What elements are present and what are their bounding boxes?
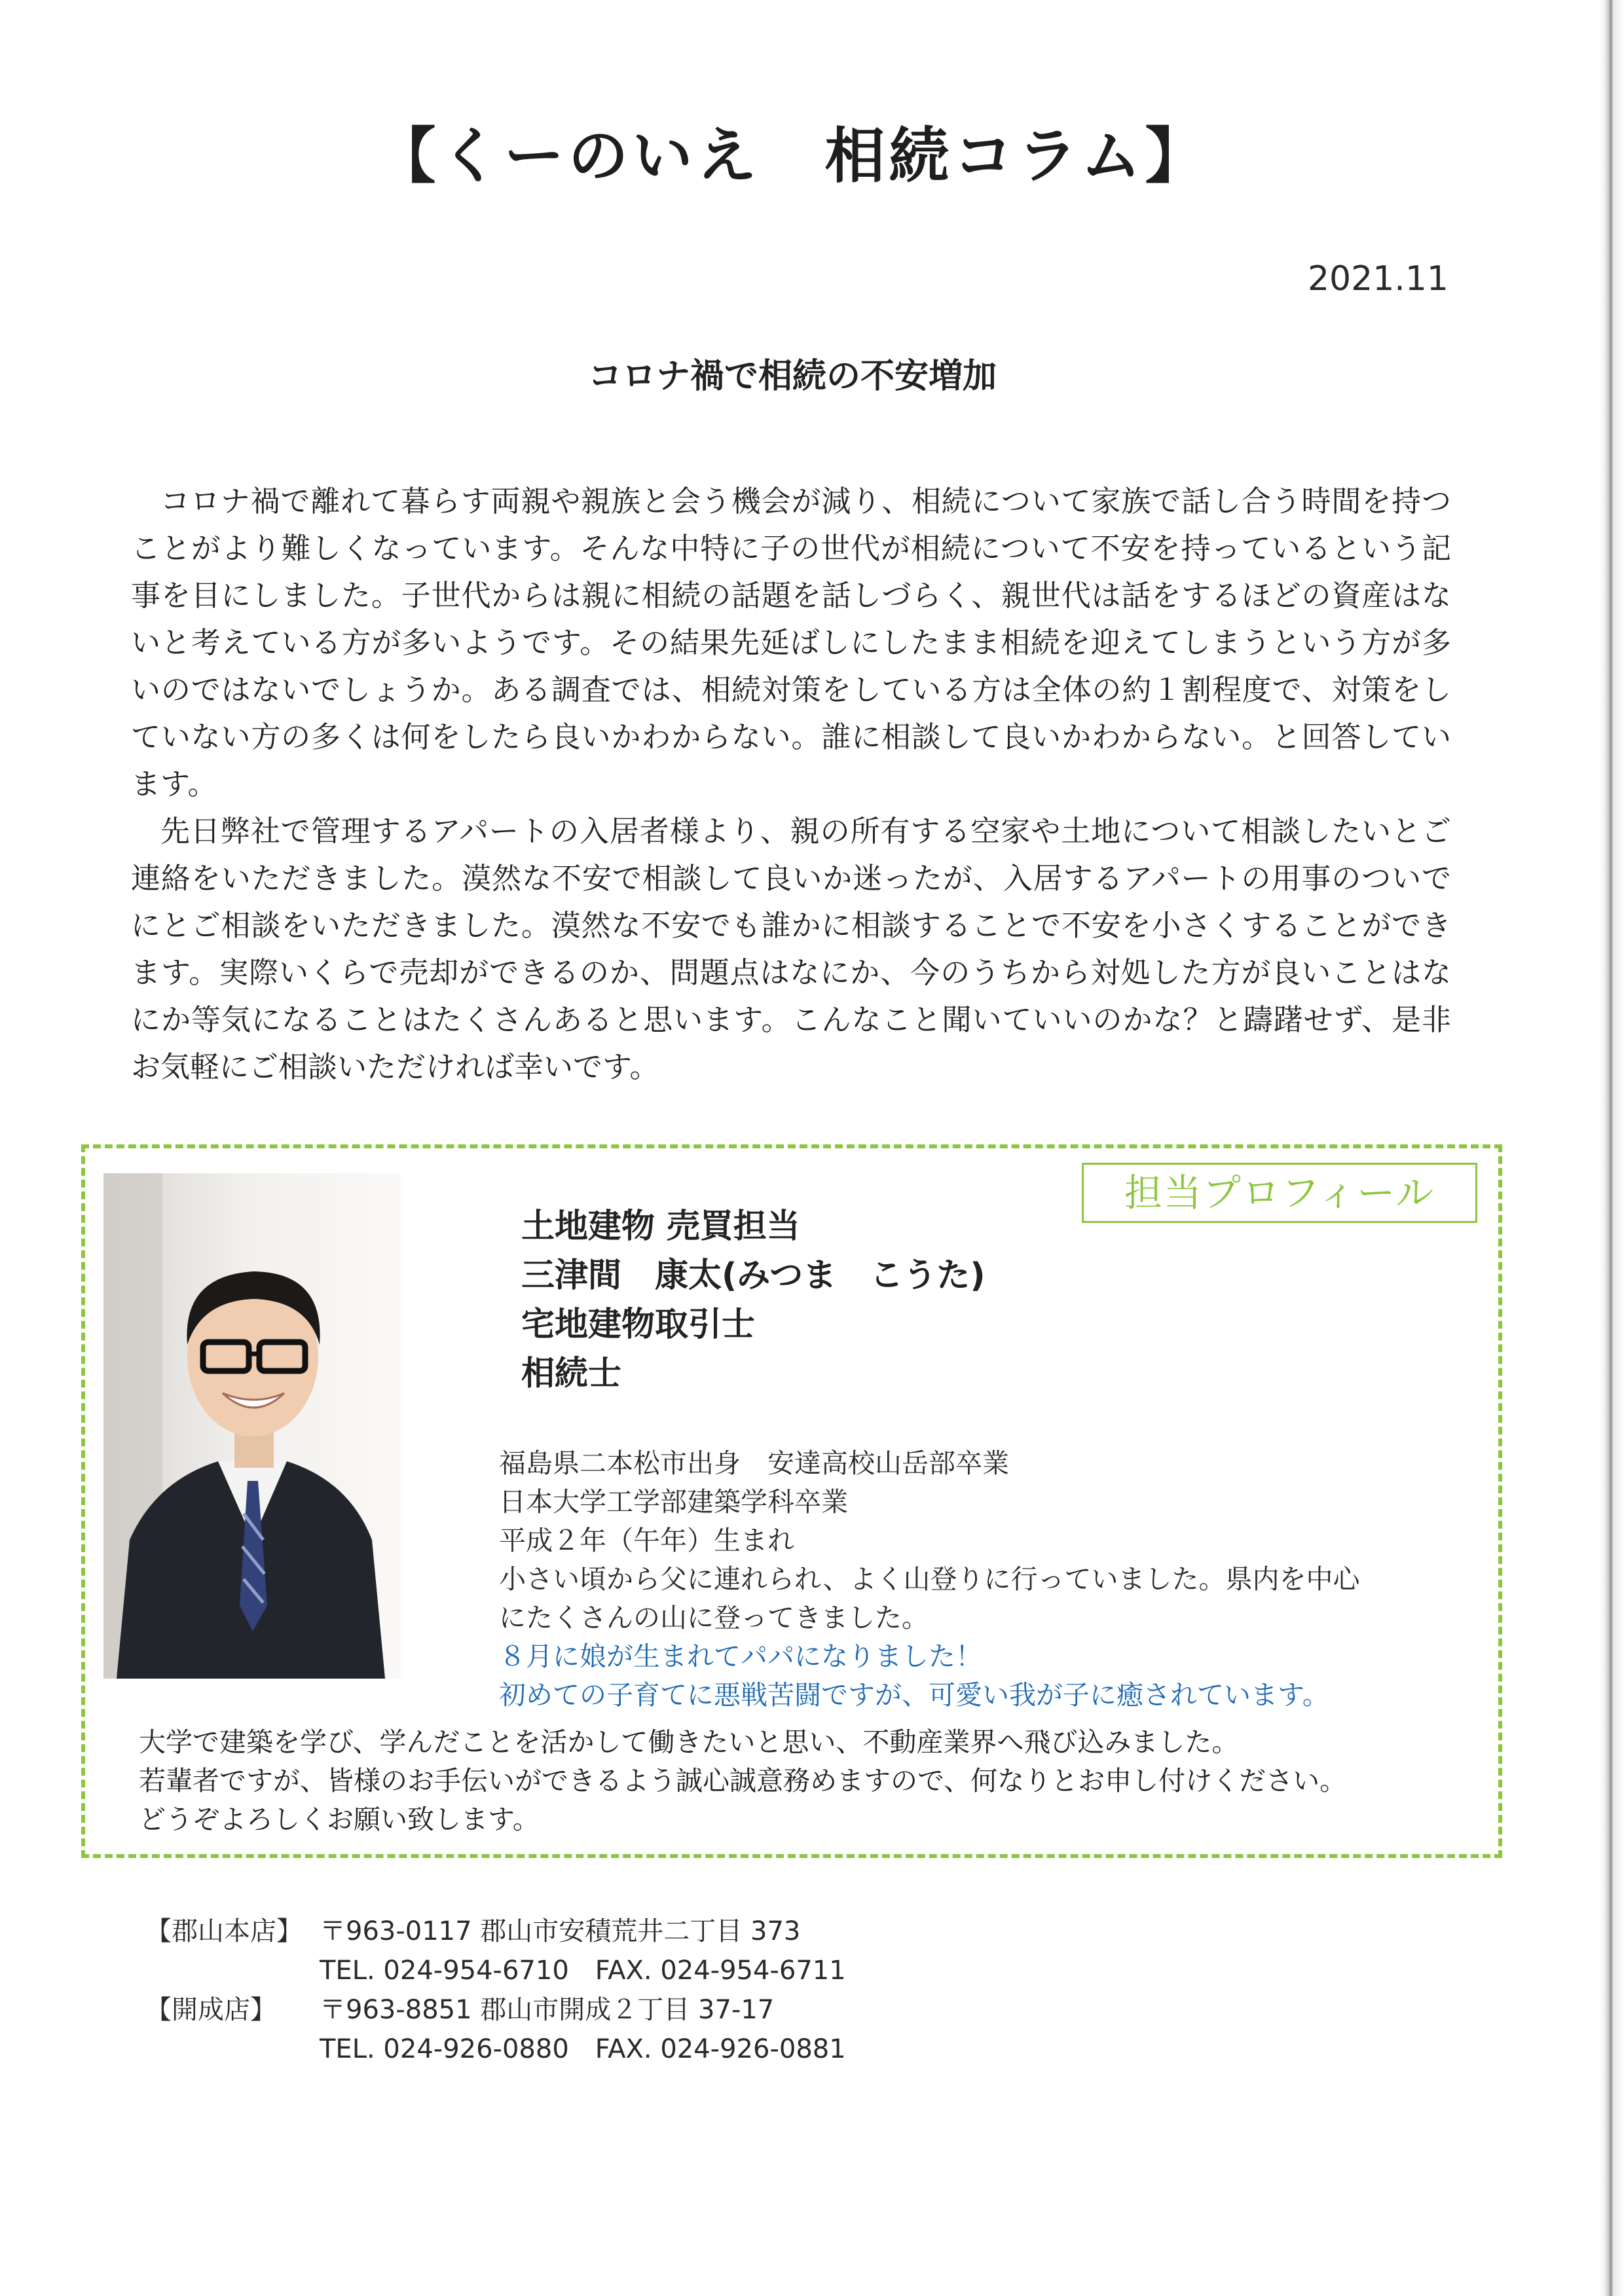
contact-info [145,1912,846,2069]
contact-row-main-office [145,1912,846,1951]
page-title: 【くーのいえ 相続コラム】 [375,121,1209,191]
office-label: 【開成店】 [145,1995,276,2025]
profile-license-2: 相続士 [521,1355,622,1393]
bio-highlight-line: 初めての子育てに悪戦苦闘ですが、可愛い我が子に癒されています。 [499,1679,1329,1711]
bio-line: 小さい頃から父に連れられ、よく山登りに行っていました。県内を中心 [499,1563,1360,1595]
contact-row-kaisei-phones [145,2030,846,2069]
article-paragraph-2: 先日弊社で管理するアパートの入居者様より、親の所有する空家や土地について相談したいとご連絡をいただきました。漠然な不安で相談して良いか迷ったが、入居するアパートの用事のついでにとご相談をいただきました。漠然な不安でも誰かに相談することで不安を小さくすることができます。実際いくらで売却ができるのか、問題点はなにか、今のうちから対処した方が良いことはなにか等気になることはたくさんあると思います。こんなこと聞いていいのかな？と躊躇せず、是非お気軽にご相談いただければ幸いです。 [131,814,1451,1084]
profile-license-1: 宅地建物取引士 [521,1305,756,1344]
office-phones: TEL. 024-954-6710 FAX. 024-954-6711 [320,1956,846,1986]
issue-date: 2021.11 [1307,259,1449,299]
bio-line: 日本大学工学部建築学科卒業 [499,1486,848,1518]
profile-role: 土地建物 売買担当 [521,1207,800,1246]
contact-row-kaisei-office [145,1990,846,2030]
bio-line: 平成２年（午年）生まれ [499,1525,794,1556]
staff-photo [103,1173,401,1679]
bio-line: 福島県二本松市出身 安達高校山岳部卒業 [499,1448,1009,1479]
profile-name: 三津間 康太(みつま こうた) [521,1256,986,1295]
contact-row-main-phones [145,1951,846,1990]
article-paragraph-1: コロナ禍で離れて暮らす両親や親族と会う機会が減り、相続について家族で話し合う時間を持つことがより難しくなっています。そんな中特に子の世代が相続について不安を持っているという記事を目にしました。子世代からは親に相続の話題を話しづらく、親世代は話をするほどの資産はないと考えている方が多いようです。その結果先延ばしにしたまま相続を迎えてしまうという方が多いのではないでしょうか。ある調査では、相続対策をしている方は全体の約１割程度で、対策をしていない方の多くは何をしたら良いかわからない。誰に相談して良いかわからない。と回答しています。 [131,484,1451,801]
article-body [131,478,1451,1091]
profile-tag: 担当プロフィール [1082,1163,1477,1223]
office-phones: TEL. 024-926-0880 FAX. 024-926-0881 [320,2034,846,2064]
article-subtitle: コロナ禍で相続の不安増加 [587,357,997,396]
bio-highlight-line: ８月に娘が生まれてパパになりました！ [499,1641,982,1672]
closing-line: 大学で建築を学び、学んだことを活かして働きたいと思い、不動産業界へ飛び込みました。 [139,1726,1239,1758]
profile-bio [499,1444,1455,1715]
office-address: 〒963-0117 郡山市安積荒井二丁目 373 [320,1916,801,1946]
bio-line: にたくさんの山に登ってきました。 [499,1602,929,1633]
office-label: 【郡山本店】 [145,1916,303,1946]
profile-heading [521,1202,986,1398]
profile-closing [139,1723,1501,1839]
scanned-page-edge [1599,0,1624,2296]
closing-line: 若輩者ですが、皆様のお手伝いができるよう誠心誠意務めますので、何なりとお申し付けください。 [139,1765,1347,1796]
closing-line: どうぞよろしくお願い致します。 [139,1804,540,1835]
office-address: 〒963-8851 郡山市開成２丁目 37-17 [320,1995,775,2025]
